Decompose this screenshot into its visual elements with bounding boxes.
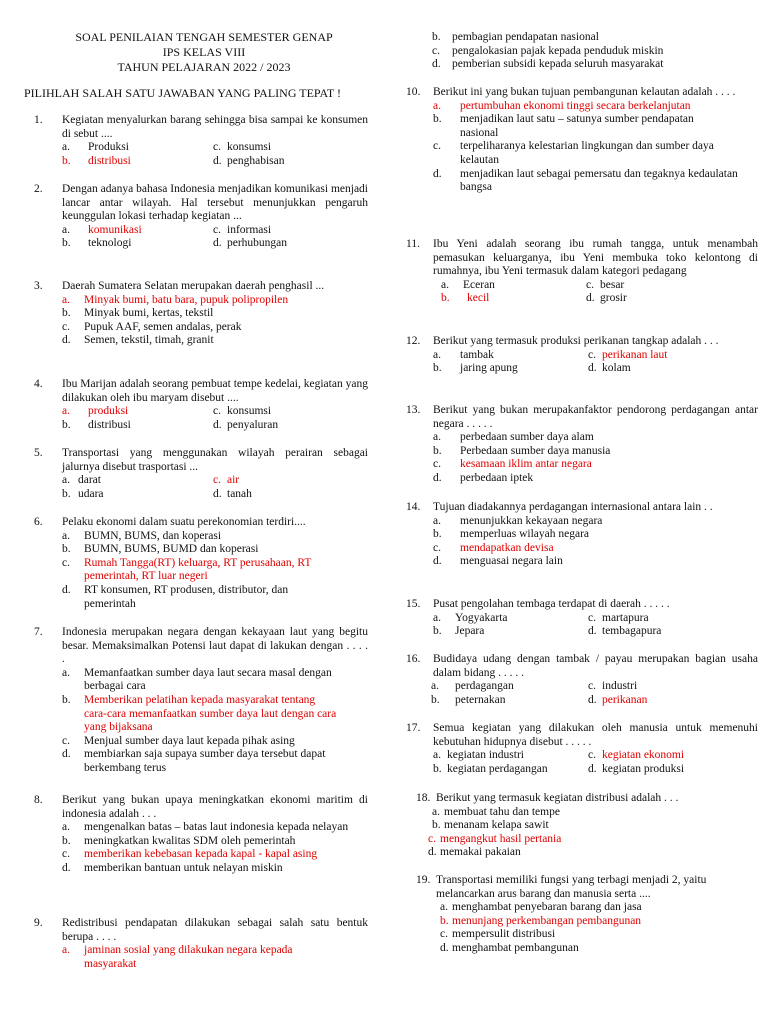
option-d-answer[interactable] bbox=[588, 625, 758, 639]
option-label: b. bbox=[62, 418, 71, 431]
option-label: b. bbox=[62, 487, 71, 500]
question-text: Kegiatan menyalurkan barang sehingga bisa sampai ke konsumen di sebut .... bbox=[62, 114, 368, 140]
option-text: distribusi bbox=[88, 154, 131, 167]
question-15 bbox=[406, 598, 758, 639]
option-text: Perbedaan sumber daya manusia bbox=[460, 444, 611, 457]
option-label: c. bbox=[62, 320, 70, 333]
option-text: tambak bbox=[460, 348, 494, 361]
option-label: d. bbox=[428, 846, 437, 859]
option-text: tembagapura bbox=[602, 625, 662, 638]
option-label: a. bbox=[62, 293, 70, 306]
option-b[interactable] bbox=[62, 543, 368, 557]
option-b[interactable] bbox=[433, 528, 758, 542]
option-text: BUMN, BUMS, BUMD dan koperasi bbox=[84, 543, 259, 556]
option-text: jaminan sosial yang dilakukan negara kepada masyarakat bbox=[84, 944, 293, 970]
option-b-answer[interactable] bbox=[441, 292, 586, 306]
question-2 bbox=[34, 183, 368, 251]
option-a[interactable] bbox=[62, 474, 215, 488]
option-text: perikanan laut bbox=[602, 348, 668, 361]
option-label: c. bbox=[62, 848, 70, 861]
option-text: informasi bbox=[227, 223, 272, 236]
question-number: 17. bbox=[406, 722, 421, 734]
option-text: menjadikan laut sebagai pemersatu dan tegaknya kedaulatan bangsa bbox=[460, 167, 738, 194]
option-text: mempersulit distribusi bbox=[452, 928, 556, 941]
question-13 bbox=[406, 404, 758, 486]
option-label: d. bbox=[433, 555, 442, 568]
question-text: Tujuan diadakannya perdagangan internasional antara lain . . bbox=[433, 501, 713, 513]
option-label: b. bbox=[433, 528, 442, 541]
option-a-answer[interactable] bbox=[62, 294, 368, 308]
question-text: Berikut yang bukan merupakanfaktor pendorong perdagangan antar negara . . . . . bbox=[433, 404, 758, 430]
option-label: a. bbox=[62, 474, 70, 487]
option-c[interactable] bbox=[588, 612, 758, 626]
option-label: b. bbox=[62, 154, 71, 167]
option-label: c. bbox=[433, 140, 441, 153]
option-b[interactable] bbox=[432, 31, 732, 45]
question-number: 4. bbox=[34, 378, 43, 390]
question-10 bbox=[406, 86, 758, 195]
option-text: kegiatan ekonomi bbox=[602, 749, 685, 762]
question-number: 13. bbox=[406, 404, 421, 416]
option-text: Minyak bumi, batu bara, pupuk polipropilen bbox=[84, 293, 289, 306]
question-number: 8. bbox=[34, 794, 43, 806]
question-text: Daerah Sumatera Selatan merupakan daerah penghasil ... bbox=[62, 280, 325, 292]
option-text: tanah bbox=[227, 487, 252, 500]
option-text: mengenalkan batas – batas laut indonesia kepada nelayan bbox=[84, 821, 349, 834]
option-text: industri bbox=[602, 680, 638, 693]
option-text: konsumsi bbox=[227, 141, 272, 154]
option-text: memberikan bantuan untuk nelayan miskin bbox=[84, 861, 283, 874]
question-text: Dengan adanya bahasa Indonesia menjadikan komunikasi menjadi lancar antar wilayah. Hal tersebut menunjukkan pengaruh keunggulan lokasi terhadap kegiatan ... bbox=[62, 183, 368, 223]
option-c[interactable] bbox=[433, 140, 758, 167]
option-label: b. bbox=[440, 914, 449, 927]
option-label: c. bbox=[433, 458, 441, 471]
option-text: penghabisan bbox=[227, 154, 285, 167]
option-text: perbedaan iptek bbox=[460, 471, 534, 484]
option-c[interactable] bbox=[213, 405, 368, 419]
question-18 bbox=[416, 792, 758, 860]
option-text: besar bbox=[600, 278, 625, 291]
option-b[interactable] bbox=[62, 307, 368, 321]
option-label: b. bbox=[62, 693, 71, 706]
option-a-answer[interactable] bbox=[433, 100, 758, 114]
option-text: distribusi bbox=[88, 418, 131, 431]
option-label: d. bbox=[213, 418, 222, 431]
option-c[interactable] bbox=[432, 45, 732, 59]
option-label: d. bbox=[62, 583, 71, 596]
option-label: c. bbox=[440, 928, 448, 941]
option-text: menghambat penyebaran barang dan jasa bbox=[452, 901, 642, 914]
option-text: martapura bbox=[602, 611, 649, 624]
option-label: a. bbox=[62, 821, 70, 834]
option-label: a. bbox=[431, 680, 439, 693]
option-c-answer[interactable] bbox=[433, 458, 758, 472]
option-c[interactable] bbox=[62, 321, 368, 335]
exam-title: SOAL PENILAIAN TENGAH SEMESTER GENAP bbox=[75, 30, 333, 44]
question-text: Transportasi yang menggunakan wilayah perairan sebagai jalurnya disebut trasportasi ... bbox=[62, 447, 368, 473]
option-text: kecil bbox=[467, 292, 490, 305]
option-text: kegiatan industri bbox=[447, 749, 524, 762]
option-label: c. bbox=[213, 474, 221, 487]
option-c-answer[interactable] bbox=[433, 542, 758, 556]
option-text: memakai pakaian bbox=[440, 846, 521, 859]
question-16 bbox=[406, 653, 758, 707]
option-c[interactable] bbox=[62, 735, 368, 749]
option-a[interactable] bbox=[433, 612, 588, 626]
option-d[interactable] bbox=[62, 748, 368, 775]
option-a[interactable] bbox=[62, 667, 368, 694]
option-b[interactable] bbox=[433, 113, 758, 140]
option-label: c. bbox=[428, 832, 436, 845]
question-number: 11. bbox=[406, 238, 420, 250]
option-label: a. bbox=[62, 405, 70, 418]
option-text: Produksi bbox=[88, 141, 129, 154]
option-label: c. bbox=[586, 278, 594, 291]
option-text: kegiatan produksi bbox=[602, 762, 685, 775]
option-b[interactable] bbox=[62, 835, 368, 849]
option-label: d. bbox=[588, 762, 597, 775]
question-17 bbox=[406, 722, 758, 776]
option-label: c. bbox=[588, 749, 596, 762]
option-text: jaring apung bbox=[460, 362, 518, 375]
option-text: darat bbox=[78, 474, 101, 487]
question-text: Pusat pengolahan tembaga terdapat di daerah . . . . . bbox=[433, 598, 670, 610]
option-label: b. bbox=[62, 543, 71, 556]
option-a[interactable] bbox=[433, 515, 758, 529]
option-b[interactable] bbox=[433, 362, 588, 376]
question-text: Redistribusi pendapatan dilakukan sebagai salah satu bentuk berupa . . . . bbox=[62, 917, 368, 943]
option-text: RT konsumen, RT produsen, distributor, dan pemerintah bbox=[84, 583, 289, 610]
option-b[interactable] bbox=[62, 419, 215, 433]
option-c-answer[interactable] bbox=[213, 474, 368, 488]
option-label: c. bbox=[432, 44, 440, 57]
option-label: a. bbox=[62, 944, 70, 957]
option-label: d. bbox=[588, 693, 597, 706]
option-d[interactable] bbox=[213, 237, 368, 251]
option-c[interactable] bbox=[213, 141, 368, 155]
option-a[interactable] bbox=[433, 431, 758, 445]
option-label: b. bbox=[431, 693, 440, 706]
option-a-answer[interactable] bbox=[62, 224, 215, 238]
option-label: a. bbox=[433, 431, 441, 444]
option-label: b. bbox=[62, 237, 71, 250]
question-number: 19. bbox=[416, 874, 431, 886]
option-label: b. bbox=[433, 113, 442, 126]
option-a[interactable] bbox=[440, 901, 761, 915]
question-text: Berikut yang termasuk produksi perikanan tangkap adalah . . . bbox=[433, 335, 719, 347]
question-6 bbox=[34, 516, 368, 611]
option-c-answer[interactable] bbox=[428, 833, 758, 847]
option-d[interactable] bbox=[62, 334, 368, 348]
exam-class: IPS KELAS VIII bbox=[162, 45, 246, 59]
option-d[interactable] bbox=[432, 58, 732, 72]
option-b-answer[interactable] bbox=[440, 915, 761, 929]
option-c-answer[interactable] bbox=[62, 557, 368, 584]
option-label: a. bbox=[433, 99, 441, 112]
option-text: Minyak bumi, kertas, tekstil bbox=[84, 307, 214, 320]
question-number: 2. bbox=[34, 183, 43, 195]
option-a-answer[interactable] bbox=[62, 405, 215, 419]
option-text: menunjukkan kekayaan negara bbox=[460, 514, 603, 527]
question-3 bbox=[34, 280, 368, 348]
question-text: Semua kegiatan yang dilakukan oleh manusia untuk memenuhi kebutuhan hidupnya disebut . . . . . bbox=[433, 722, 758, 748]
option-text: meningkatkan kwalitas SDM oleh pemerintah bbox=[84, 834, 296, 847]
question-text: Transportasi memiliki fungsi yang terbagi menjadi 2, yaitu melancarkan arus barang dan manusia serta .... bbox=[436, 874, 707, 900]
option-label: b. bbox=[433, 762, 442, 775]
option-d[interactable] bbox=[586, 292, 758, 306]
option-text: produksi bbox=[88, 405, 129, 418]
option-d[interactable] bbox=[428, 846, 758, 860]
option-c[interactable] bbox=[588, 680, 758, 694]
option-b[interactable] bbox=[433, 625, 588, 639]
option-d-answer[interactable] bbox=[588, 694, 758, 708]
option-text: Memanfaatkan sumber daya laut secara masal dengan berbagai cara bbox=[84, 666, 332, 693]
option-label: d. bbox=[588, 625, 597, 638]
question-19 bbox=[416, 874, 761, 956]
option-label: a. bbox=[440, 901, 448, 914]
option-text: Semen, tekstil, timah, granit bbox=[84, 334, 214, 347]
option-label: b. bbox=[62, 307, 71, 320]
option-label: d. bbox=[62, 861, 71, 874]
option-label: c. bbox=[588, 348, 596, 361]
question-text: Ibu Yeni adalah seorang ibu rumah tangga, untuk menambah pemasukan keluarganya, ibu Yeni membuka toko kelontong di rumahnya, ibu Yeni termasuk dalam kategori pedagang bbox=[433, 238, 758, 278]
option-text: kolam bbox=[602, 362, 631, 375]
option-text: air bbox=[227, 474, 240, 487]
question-number: 15. bbox=[406, 598, 421, 610]
question-text: Berikut yang bukan upaya meningkatkan ekonomi maritim di indonesia adalah . . . bbox=[62, 794, 368, 820]
option-d[interactable] bbox=[213, 419, 368, 433]
option-d[interactable] bbox=[433, 555, 758, 569]
option-text: menanam kelapa sawit bbox=[444, 819, 549, 832]
option-text: menjadikan laut satu – satunya sumber pendapatan nasional bbox=[460, 113, 694, 139]
option-c-answer[interactable] bbox=[588, 749, 758, 763]
option-label: d. bbox=[440, 941, 449, 954]
option-label: d. bbox=[588, 362, 597, 375]
question-text: Budidaya udang dengan tambak / payau merupakan bagian usaha dalam bidang . . . . . bbox=[433, 653, 758, 679]
option-label: c. bbox=[588, 680, 596, 693]
option-text: Pupuk AAF, semen andalas, perak bbox=[84, 320, 242, 333]
question-7 bbox=[34, 626, 368, 776]
option-a[interactable] bbox=[441, 279, 586, 293]
option-text: mengangkut hasil pertania bbox=[440, 832, 562, 845]
option-b[interactable] bbox=[62, 237, 215, 251]
option-b[interactable] bbox=[433, 445, 758, 459]
question-number: 5. bbox=[34, 447, 43, 459]
option-label: d. bbox=[62, 748, 71, 761]
option-label: c. bbox=[62, 556, 70, 569]
option-label: a. bbox=[62, 529, 70, 542]
option-c[interactable] bbox=[440, 928, 761, 942]
option-label: a. bbox=[433, 749, 441, 762]
option-c[interactable] bbox=[213, 224, 368, 238]
option-b[interactable] bbox=[431, 694, 588, 708]
option-d[interactable] bbox=[433, 472, 758, 486]
option-d[interactable] bbox=[440, 942, 761, 956]
option-label: c. bbox=[62, 734, 70, 747]
question-number: 3. bbox=[34, 280, 43, 292]
option-text: membiarkan saja supaya sumber daya tersebut dapat berkembang terus bbox=[84, 748, 326, 774]
option-label: c. bbox=[213, 405, 221, 418]
option-text: grosir bbox=[600, 292, 627, 305]
option-label: a. bbox=[432, 805, 440, 818]
option-text: pertumbuhan ekonomi tinggi secara berkelanjutan bbox=[460, 99, 691, 112]
option-label: b. bbox=[441, 292, 450, 305]
question-text: Ibu Marijan adalah seorang pembuat tempe kedelai, kegiatan yang dilakukan oleh ibu maryam disebut .... bbox=[62, 378, 368, 404]
option-text: Eceran bbox=[463, 278, 495, 291]
option-d[interactable] bbox=[62, 862, 368, 876]
option-text: memberikan kebebasan kepada kapal - kapal asing bbox=[84, 848, 318, 861]
option-d[interactable] bbox=[588, 763, 758, 777]
question-number: 10. bbox=[406, 86, 421, 98]
question-number: 7. bbox=[34, 626, 43, 638]
option-text: teknologi bbox=[88, 237, 132, 250]
question-text: Berikut ini yang bukan tujuan pembangunan kelautan adalah . . . . bbox=[433, 86, 736, 98]
question-5 bbox=[34, 447, 368, 501]
option-a[interactable] bbox=[62, 141, 215, 155]
option-label: b. bbox=[433, 625, 442, 638]
question-number: 16. bbox=[406, 653, 421, 665]
option-label: d. bbox=[432, 58, 441, 71]
option-b[interactable] bbox=[433, 763, 588, 777]
option-text: terpeliharanya kelestarian lingkungan dan sumber daya kelautan bbox=[460, 140, 714, 166]
option-text: udara bbox=[78, 487, 104, 500]
option-text: penyaluran bbox=[227, 418, 279, 431]
option-text: pembagian pendapatan nasional bbox=[452, 31, 599, 43]
option-text: peternakan bbox=[455, 693, 506, 706]
option-label: c. bbox=[213, 223, 221, 236]
question-14 bbox=[406, 501, 758, 569]
question-4 bbox=[34, 378, 368, 432]
question-number: 1. bbox=[34, 114, 43, 126]
question-text: Indonesia merupakan negara dengan kekayaan laut yang begitu besar. Memaksimalkan Potensi laut dapat di lakukan dengan . . . . . bbox=[62, 626, 368, 666]
option-b-answer[interactable] bbox=[62, 155, 215, 169]
exam-year: TAHUN PELAJARAN 2022 / 2023 bbox=[117, 60, 291, 74]
option-text: memperluas wilayah negara bbox=[460, 528, 589, 541]
option-text: Menjual sumber daya laut kepada pihak asing bbox=[84, 734, 295, 747]
option-label: a. bbox=[433, 611, 441, 624]
option-label: b. bbox=[432, 31, 441, 43]
option-a[interactable] bbox=[433, 349, 588, 363]
option-label: a. bbox=[433, 348, 441, 361]
question-number: 6. bbox=[34, 516, 43, 528]
option-b[interactable] bbox=[432, 819, 758, 833]
option-label: d. bbox=[586, 292, 595, 305]
option-label: d. bbox=[433, 471, 442, 484]
option-label: d. bbox=[433, 167, 442, 180]
option-text: menunjang perkembangan pembangunan bbox=[452, 914, 642, 927]
option-c-answer[interactable] bbox=[62, 848, 368, 862]
option-text: pengalokasian pajak kepada penduduk miskin bbox=[452, 44, 664, 57]
option-label: d. bbox=[62, 334, 71, 347]
option-label: a. bbox=[433, 514, 441, 527]
option-label: a. bbox=[62, 666, 70, 679]
option-d[interactable] bbox=[588, 362, 758, 376]
option-text: kesamaan iklim antar negara bbox=[460, 458, 592, 471]
option-c-answer[interactable] bbox=[588, 349, 758, 363]
option-a[interactable] bbox=[432, 806, 758, 820]
option-a[interactable] bbox=[431, 680, 588, 694]
question-1 bbox=[34, 114, 368, 168]
option-text: pemberian subsidi kepada seluruh masyarakat bbox=[452, 58, 664, 71]
option-text: menguasai negara lain bbox=[460, 555, 563, 568]
option-label: b. bbox=[432, 819, 441, 832]
option-c[interactable] bbox=[586, 279, 758, 293]
option-text: Rumah Tangga(RT) keluarga, RT perusahaan, RT pemerintah, RT luar negeri bbox=[84, 556, 312, 583]
option-b[interactable] bbox=[62, 488, 215, 502]
option-label: d. bbox=[213, 487, 222, 500]
option-text: menghambat pembangunan bbox=[452, 941, 579, 954]
option-label: a. bbox=[62, 141, 70, 154]
option-text: Memberikan pelatihan kepada masyarakat tentang cara-cara memanfaatkan sumber daya laut dengan cara yang bijaksana bbox=[84, 693, 337, 734]
option-a[interactable] bbox=[62, 530, 368, 544]
option-text: Yogyakarta bbox=[455, 611, 508, 624]
question-number: 9. bbox=[34, 917, 43, 929]
option-label: d. bbox=[213, 237, 222, 250]
option-label: b. bbox=[433, 362, 442, 375]
option-text: mendapatkan devisa bbox=[460, 541, 554, 554]
question-number: 18. bbox=[416, 792, 431, 804]
option-text: perbedaan sumber daya alam bbox=[460, 431, 594, 444]
option-label: b. bbox=[62, 834, 71, 847]
option-text: konsumsi bbox=[227, 405, 272, 418]
option-d[interactable] bbox=[433, 168, 758, 195]
option-label: a. bbox=[62, 223, 70, 236]
question-number: 14. bbox=[406, 501, 421, 513]
option-d[interactable] bbox=[213, 155, 368, 169]
instruction: PILIHLAH SALAH SATU JAWABAN YANG PALING TEPAT ! bbox=[24, 86, 341, 100]
option-text: perikanan bbox=[602, 693, 648, 706]
option-a-answer[interactable] bbox=[62, 944, 368, 971]
option-b-answer[interactable] bbox=[62, 694, 368, 735]
option-d[interactable] bbox=[213, 488, 368, 502]
question-number: 12. bbox=[406, 335, 421, 347]
option-text: Jepara bbox=[455, 625, 485, 638]
option-text: BUMN, BUMS, dan koperasi bbox=[84, 529, 222, 542]
question-9 bbox=[34, 917, 368, 971]
option-text: perhubungan bbox=[227, 237, 288, 250]
option-text: komunikasi bbox=[88, 223, 142, 236]
option-text: kegiatan perdagangan bbox=[447, 762, 548, 775]
question-12 bbox=[406, 335, 758, 376]
option-label: a. bbox=[441, 278, 449, 291]
option-label: c. bbox=[588, 611, 596, 624]
option-text: perdagangan bbox=[455, 680, 514, 693]
option-text: membuat tahu dan tempe bbox=[444, 805, 560, 818]
option-label: c. bbox=[213, 141, 221, 154]
question-9-continued bbox=[432, 31, 732, 72]
question-11 bbox=[406, 238, 758, 306]
exam-header bbox=[20, 30, 388, 75]
option-label: b. bbox=[433, 444, 442, 457]
question-text: Berikut yang termasuk kegiatan distribusi adalah . . . bbox=[436, 792, 679, 804]
option-label: d. bbox=[213, 154, 222, 167]
question-text: Pelaku ekonomi dalam suatu perekonomian terdiri.... bbox=[62, 516, 306, 528]
option-a[interactable] bbox=[433, 749, 588, 763]
option-a[interactable] bbox=[62, 821, 368, 835]
option-label: c. bbox=[433, 541, 441, 554]
question-8 bbox=[34, 794, 368, 876]
option-d[interactable] bbox=[62, 584, 368, 611]
